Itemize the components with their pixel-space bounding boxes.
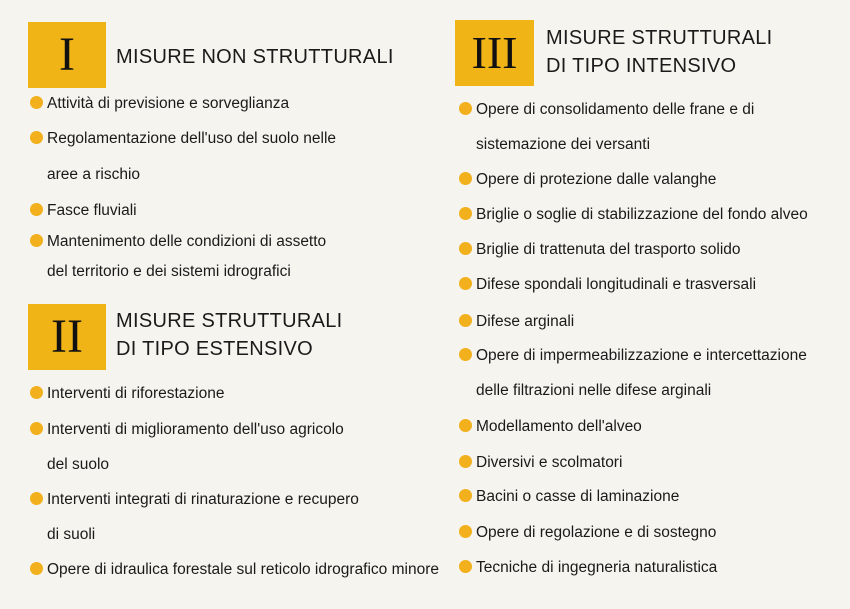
bullet-icon	[459, 102, 472, 115]
bullet-icon	[30, 492, 43, 505]
item-text: Diversivi e scolmatori	[476, 454, 623, 471]
item-text-line: del territorio e dei sistemi idrografici	[47, 263, 291, 280]
section-header	[455, 20, 773, 86]
section-structural-extensive	[28, 304, 343, 370]
item-text: Bacini o casse di laminazione	[476, 488, 680, 505]
bullet-icon	[30, 131, 43, 144]
section-header	[28, 22, 394, 88]
item-text: Opere di regolazione e di sostegno	[476, 524, 717, 541]
item-text-line: di suoli	[47, 526, 96, 543]
section-title	[116, 43, 394, 71]
list-item	[459, 267, 756, 302]
bullet-icon	[30, 234, 43, 247]
list-item	[459, 92, 754, 162]
list-item	[30, 376, 224, 411]
item-text: Opere di protezione dalle valanghe	[476, 171, 717, 188]
bullet-icon	[30, 386, 43, 399]
item-text-line: Opere di consolidamento delle frane e di	[476, 101, 755, 118]
item-text: Modellamento dell'alveo	[476, 418, 642, 435]
list-item	[30, 193, 137, 228]
item-text	[47, 482, 359, 552]
item-text	[476, 338, 807, 408]
list-item	[30, 227, 326, 287]
item-text: Fasce fluviali	[47, 202, 137, 219]
list-item	[459, 479, 679, 514]
bullet-icon	[30, 562, 43, 575]
list-item	[459, 232, 741, 267]
item-text	[47, 412, 344, 482]
list-item	[459, 409, 642, 444]
item-text-line: aree a rischio	[47, 166, 141, 183]
bullet-icon	[459, 525, 472, 538]
bullet-icon	[459, 172, 472, 185]
item-text-line: delle filtrazioni nelle difese arginali	[476, 382, 712, 399]
list-item	[30, 121, 336, 192]
section-title-line: DI TIPO ESTENSIVO	[116, 338, 313, 360]
list-item	[30, 552, 439, 587]
section-title-line: MISURE NON STRUTTURALI	[116, 46, 394, 68]
bullet-icon	[459, 348, 472, 361]
list-item	[30, 482, 359, 552]
section-title	[546, 24, 773, 80]
item-text	[476, 92, 754, 162]
item-text-line: sistemazione dei versanti	[476, 136, 651, 153]
list-item	[459, 550, 717, 585]
bullet-icon	[30, 203, 43, 216]
bullet-icon	[30, 96, 43, 109]
bullet-icon	[459, 314, 472, 327]
section-header	[28, 304, 343, 370]
bullet-icon	[459, 489, 472, 502]
section-numeral: II	[28, 304, 106, 370]
list-item	[459, 162, 716, 197]
bullet-icon	[30, 422, 43, 435]
section-structural-intensive	[455, 20, 773, 86]
section-title-line: MISURE STRUTTURALI	[116, 310, 343, 332]
item-text: Interventi di riforestazione	[47, 385, 225, 402]
item-text: Difese spondali longitudinali e trasversali	[476, 276, 757, 293]
item-text-line: del suolo	[47, 456, 110, 473]
item-text-line: Interventi di miglioramento dell'uso agricolo	[47, 421, 344, 438]
bullet-icon	[459, 560, 472, 573]
item-text-line: Mantenimento delle condizioni di assetto	[47, 233, 327, 250]
bullet-icon	[459, 419, 472, 432]
item-text	[47, 227, 326, 287]
list-item	[30, 412, 344, 482]
list-item	[459, 515, 716, 550]
list-item	[459, 197, 808, 232]
list-item	[459, 304, 574, 339]
section-title-line: MISURE STRUTTURALI	[546, 27, 773, 49]
section-non-structural	[28, 22, 394, 88]
item-text: Difese arginali	[476, 313, 575, 330]
section-title-line: DI TIPO INTENSIVO	[546, 55, 737, 77]
section-numeral: I	[28, 22, 106, 88]
section-numeral: III	[455, 20, 534, 86]
bullet-icon	[459, 455, 472, 468]
item-text: Tecniche di ingegneria naturalistica	[476, 559, 718, 576]
item-text-line: Interventi integrati di rinaturazione e recupero	[47, 491, 359, 508]
item-text: Opere di idraulica forestale sul reticolo idrografico minore	[47, 561, 439, 578]
section-title	[116, 307, 343, 363]
bullet-icon	[459, 277, 472, 290]
item-text-line: Opere di impermeabilizzazione e intercettazione	[476, 347, 807, 364]
item-text: Briglie di trattenuta del trasporto solido	[476, 241, 741, 258]
bullet-icon	[459, 207, 472, 220]
list-item	[30, 86, 289, 121]
item-text: Briglie o soglie di stabilizzazione del fondo alveo	[476, 206, 808, 223]
item-text: Attività di previsione e sorveglianza	[47, 95, 290, 112]
item-text	[47, 121, 336, 192]
bullet-icon	[459, 242, 472, 255]
list-item	[459, 445, 622, 480]
item-text-line: Regolamentazione dell'uso del suolo nelle	[47, 130, 337, 147]
list-item	[459, 338, 807, 408]
